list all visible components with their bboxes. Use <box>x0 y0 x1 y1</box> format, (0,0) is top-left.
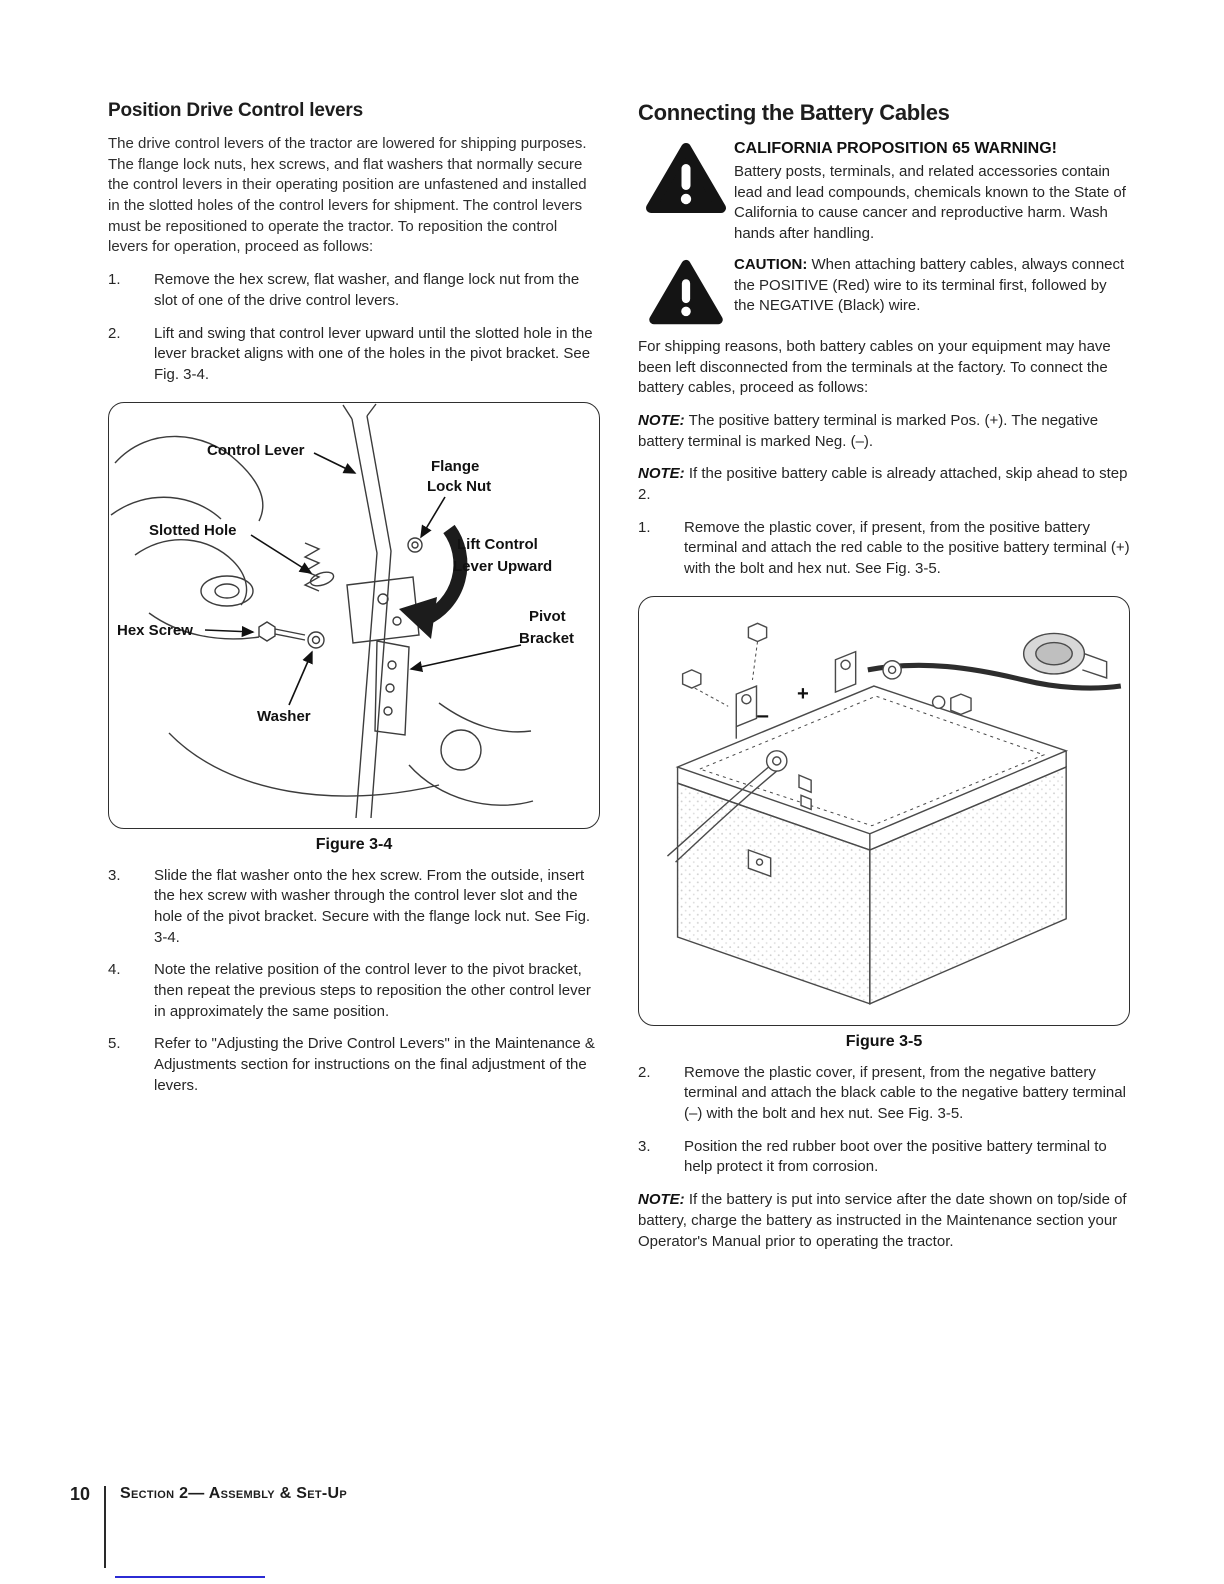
note-paragraph <box>638 411 1130 452</box>
label-slotted-hole: Slotted Hole <box>149 521 237 539</box>
caution-body: When attaching battery cables, always connect the POSITIVE (Red) wire to its terminal first, followed by the NEGATIVE (Black) wire. <box>734 255 1125 315</box>
footer-underline <box>115 1576 265 1578</box>
footer-section-label: Section 2— Assembly & Set-Up <box>120 1485 347 1502</box>
list-item <box>108 866 600 949</box>
list-item <box>638 518 1130 580</box>
step-text: Refer to "Adjusting the Drive Control Levers" in the Maintenance & Adjustments section for instructions on the final adjustment of the levers. <box>154 1035 595 1094</box>
figure-3-5-illustration <box>639 597 1127 1020</box>
footer-divider <box>104 1486 106 1568</box>
step-text: Note the relative position of the control lever to the pivot bracket, then repeat the previous steps to reposition the other control lever in approximately the same position. <box>154 961 591 1020</box>
note-text: The positive battery terminal is marked Pos. (+). The negative battery terminal is marked Neg. (–). <box>638 411 1099 450</box>
page-content <box>108 100 1130 1252</box>
step-number: 3. <box>638 1137 651 1155</box>
step-text: Remove the plastic cover, if present, from the negative battery terminal and attach the black cable to the negative battery terminal (–) with the bolt and hex nut. See Fig. 3-5. <box>684 1063 1126 1123</box>
left-intro-paragraph: The drive control levers of the tractor are lowered for shipping purposes. The flange lock nuts, hex screws, and flat washers that normally secure the control levers in their operating position are unfastened and installed in the slotted holes of the control levers for shipment. The control levers must be repositioned to operate the tractor. To reposition the control levers for operation, proceed as follows: <box>108 135 587 256</box>
battery-linework <box>667 623 1120 1003</box>
list-item <box>638 1137 1130 1178</box>
note-text: If the battery is put into service after the date shown on top/side of battery, charge the battery as instructed in the Maintenance section your Operator's Manual prior to operating the tractor. <box>638 1191 1127 1250</box>
prop65-title: CALIFORNIA PROPOSITION 65 WARNING! <box>734 140 1057 157</box>
minus-terminal-label: – <box>756 702 769 728</box>
label-lift-line2: Lever Upward <box>453 557 553 575</box>
prop65-body: Battery posts, terminals, and related accessories contain lead and lead compounds, chemicals known to the State of California to cause cancer and reproductive harm. Wash hands after handling. <box>734 163 1126 243</box>
label-lift-line1: Lift Control <box>457 535 538 553</box>
label-flange-line2: Lock Nut <box>427 477 492 495</box>
step-text: Remove the plastic cover, if present, from the positive battery terminal and attach the red cable to the positive battery terminal (+) with the bolt and hex nut. See Fig. 3-5. <box>684 518 1130 578</box>
prop65-warning-text <box>734 138 1130 245</box>
step-number: 1. <box>108 271 121 289</box>
note-label: NOTE: <box>638 1191 685 1209</box>
caution-text <box>734 255 1130 327</box>
page-footer <box>70 1484 347 1568</box>
step-text: Slide the flat washer onto the hex screw. From the outside, insert the hex screw with washer through the control lever slot and the hole of the pivot bracket. Secure with the flange lock nut. See Fig. 3-4. <box>154 866 591 946</box>
warning-triangle-icon <box>638 138 734 245</box>
plus-terminal-label: + <box>796 682 809 705</box>
label-hex-screw: Hex Screw <box>117 621 193 639</box>
label-control-lever: Control Lever <box>207 441 305 459</box>
label-washer: Washer <box>257 707 311 725</box>
figure-labels <box>117 442 574 725</box>
figure-3-4-illustration <box>109 403 597 823</box>
step-number: 5. <box>108 1035 121 1053</box>
step-text: Position the red rubber boot over the positive battery terminal to help protect it from corrosion. <box>684 1137 1107 1176</box>
step-number: 3. <box>108 866 121 884</box>
list-item <box>108 1034 600 1096</box>
shipping-paragraph: For shipping reasons, both battery cables on your equipment may have been left disconnected from the terminals at the factory. To connect the battery cables, proceed as follows: <box>638 337 1111 397</box>
list-item <box>108 324 600 386</box>
label-flange-line1: Flange <box>431 457 480 475</box>
figure-3-5-caption: Figure 3-5 <box>845 1032 923 1050</box>
list-item <box>108 270 600 311</box>
figure-3-4-box <box>108 402 600 829</box>
left-heading: Position Drive Control levers <box>108 100 363 121</box>
caution-block <box>638 255 1130 327</box>
label-pivot-line2: Bracket <box>519 629 575 647</box>
right-heading: Connecting the Battery Cables <box>638 100 950 125</box>
step-number: 2. <box>108 324 121 342</box>
step-text: Remove the hex screw, flat washer, and flange lock nut from the slot of one of the drive control levers. <box>154 271 580 309</box>
note-text: If the positive battery cable is already attached, skip ahead to step 2. <box>638 465 1128 503</box>
note-paragraph <box>638 1190 1130 1252</box>
label-pivot-line1: Pivot <box>529 607 566 625</box>
prop65-warning-block <box>638 138 1130 245</box>
step-number: 4. <box>108 961 121 979</box>
note-label: NOTE: <box>638 465 685 483</box>
right-column <box>638 100 1130 1252</box>
left-column <box>108 100 600 1252</box>
figure-3-5-box <box>638 596 1130 1026</box>
figure-3-4-caption: Figure 3-4 <box>315 835 393 853</box>
step-number: 1. <box>638 518 651 536</box>
page-number: 10 <box>70 1484 91 1504</box>
list-item <box>108 960 600 1022</box>
step-number: 2. <box>638 1063 651 1081</box>
note-label: NOTE: <box>638 411 685 429</box>
caution-label: CAUTION: <box>734 255 808 273</box>
note-paragraph <box>638 464 1130 505</box>
list-item <box>638 1063 1130 1125</box>
step-text: Lift and swing that control lever upward until the slotted hole in the lever bracket aligns with one of the holes in the pivot bracket. See Fig. 3-4. <box>154 324 593 383</box>
warning-triangle-icon <box>638 255 734 327</box>
